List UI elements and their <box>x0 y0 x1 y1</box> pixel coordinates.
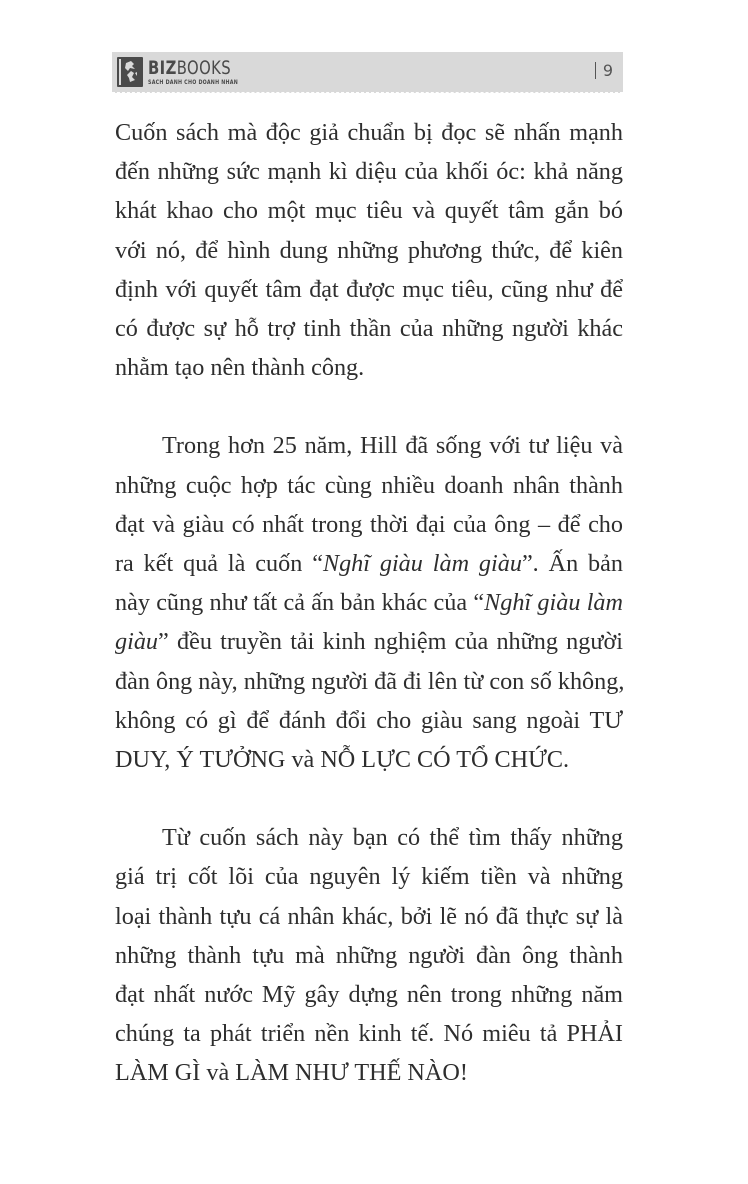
text-line: chúng ta phát triển nền kinh tế. Nó miêu tả PHẢI <box>115 1020 623 1048</box>
book-title: Nghĩ giàu làm <box>484 589 623 617</box>
running-header <box>112 52 623 93</box>
text-line: đàn ông này, những người đã đi lên từ con số không, <box>115 667 625 695</box>
text-line: Cuốn sách mà độc giả chuẩn bị đọc sẽ nhấn mạnh <box>115 119 623 146</box>
logo-emblem-icon <box>117 57 143 87</box>
page-number-value: 9 <box>602 61 613 80</box>
text-line: định với quyết tâm đạt được mục tiêu, cũng như để <box>115 275 623 303</box>
text-line: Từ cuốn sách này bạn có thể tìm thấy những <box>162 824 623 852</box>
paragraph-3 <box>115 818 623 1092</box>
body-text <box>115 113 623 1093</box>
text-line: đến những sức mạnh kì diệu của khối óc: khả năng <box>115 158 623 186</box>
text-line: Trong hơn 25 năm, Hill đã sống với tư liệu và <box>162 432 623 460</box>
book-title: giàu <box>115 628 159 656</box>
text-run: ”. Ấn bản <box>521 550 623 578</box>
text-line: những cuộc hợp tác cùng nhiều doanh nhân thành <box>115 471 623 499</box>
page-number <box>595 61 613 80</box>
text-line: đạt và giàu có nhất trong thời đại của ông – để cho <box>115 510 623 538</box>
publisher-logo <box>117 55 260 89</box>
text-line: có được sự hỗ trợ tinh thần của những người khác <box>115 315 623 343</box>
text-line: khát khao cho một mục tiêu và quyết tâm gắn bó <box>115 197 623 225</box>
text-line: DUY, Ý TƯỞNG và NỖ LỰC CÓ TỔ CHỨC. <box>115 746 570 774</box>
logo-tagline: SÁCH DÀNH CHO DOANH NHÂN <box>148 78 238 86</box>
text-line <box>115 622 623 661</box>
paragraph-2 <box>115 426 623 779</box>
text-line: LÀM GÌ và LÀM NHƯ THẾ NÀO! <box>115 1059 468 1087</box>
text-run: này cũng như tất cả ấn bản khác của “ <box>115 589 485 617</box>
text-line: đạt nhất nước Mỹ gây dựng nên trong những năm <box>115 981 623 1009</box>
text-run: ra kết quả là cuốn “ <box>115 550 323 578</box>
text-line <box>115 583 623 622</box>
text-line: không có gì để đánh đổi cho giàu sang ngoài TƯ <box>115 706 623 734</box>
text-run: ” đều truyền tải kinh nghiệm của những người <box>158 628 623 656</box>
book-title: Nghĩ giàu làm giàu <box>322 550 522 578</box>
text-line: giá trị cốt lõi của nguyên lý kiếm tiền và những <box>115 863 623 891</box>
text-line: loại thành tựu cá nhân khác, bởi lẽ nó đã thực sự là <box>115 902 623 930</box>
text-line <box>115 544 623 583</box>
text-line: nhằm tạo nên thành công. <box>115 354 365 382</box>
page-number-divider <box>595 62 596 79</box>
text-line: những thành tựu mà những người đàn ông thành <box>115 941 623 969</box>
logo-wordmark: BIZBOOKS <box>148 56 232 79</box>
paragraph-1 <box>115 113 623 387</box>
text-line: với nó, để hình dung những phương thức, để kiên <box>115 236 623 264</box>
